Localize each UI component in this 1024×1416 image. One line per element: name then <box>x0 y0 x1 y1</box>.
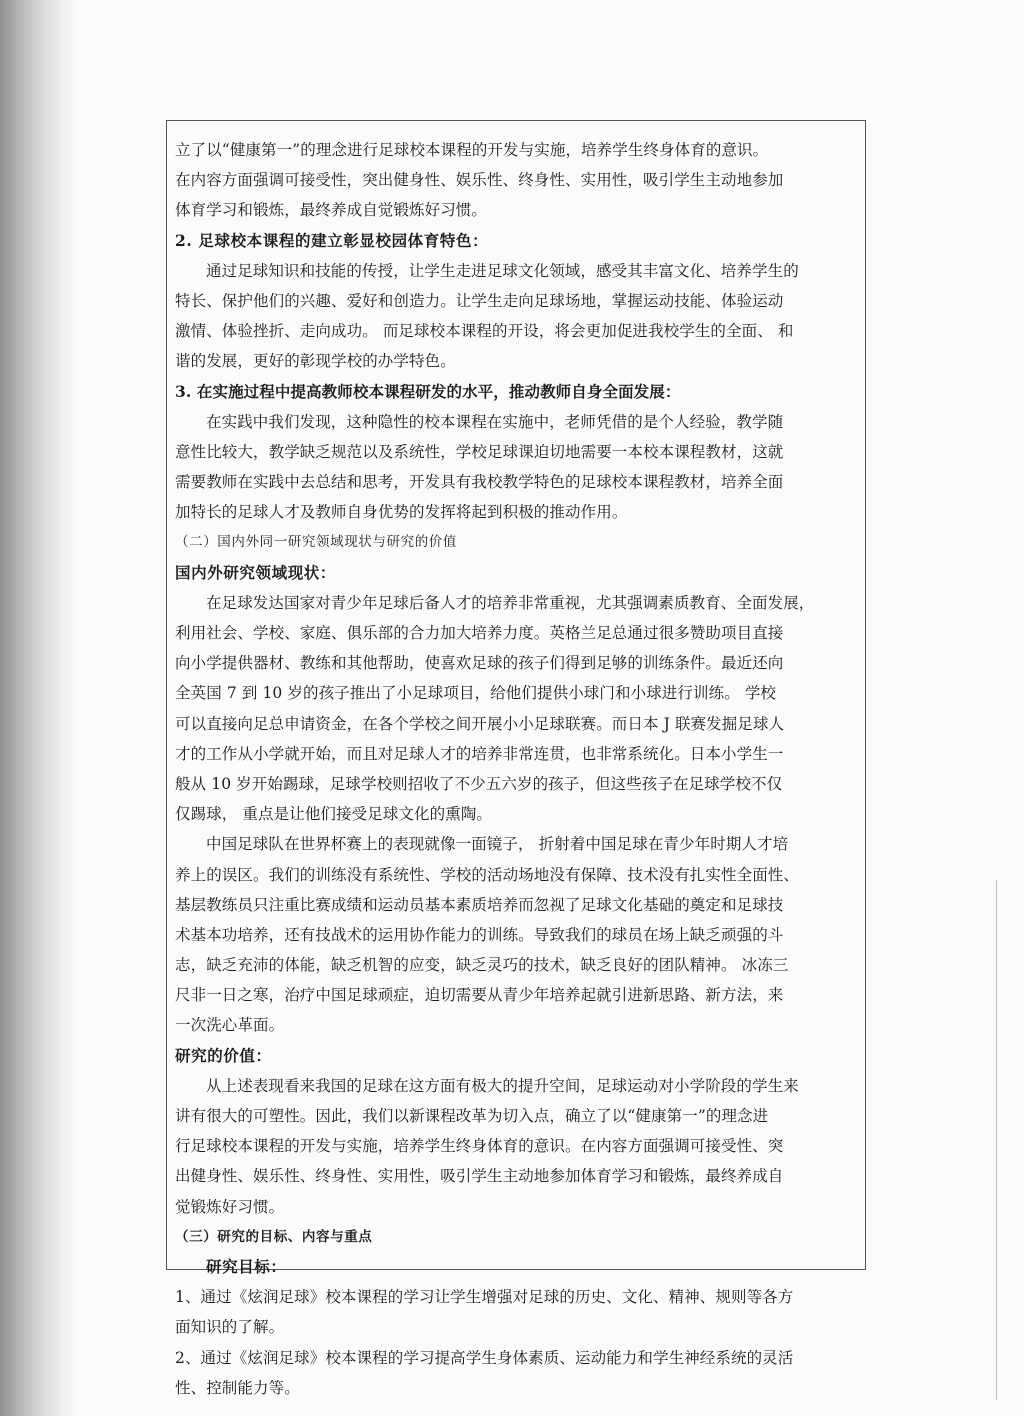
paragraph-line: 才的工作从小学就开始，而且对足球人才的培养非常连贯，也非常系统化。日本小学生一 <box>175 744 784 763</box>
paragraph-line: 一次洗心革面。 <box>175 1016 285 1035</box>
paragraph-line: 在内容方面强调可接受性，突出健身性、娱乐性、终身性、实用性，吸引学生主动地参加 <box>175 171 784 190</box>
heading-3: 3. 在实施过程中提高教师校本课程研发的水平，推动教师自身全面发展： <box>175 381 681 401</box>
paragraph-line: 在实践中我们发现，这种隐性的校本课程在实施中，老师凭借的是个人经验，教学随 <box>206 412 784 431</box>
paragraph-line: 尺非一日之寒，治疗中国足球顽症，迫切需要从青少年培养起就引进新思路、新方法，来 <box>175 986 784 1005</box>
subheading-status: 国内外研究领域现状： <box>175 562 337 582</box>
paragraph-line: 从上述表现看来我国的足球在这方面有极大的提升空间，足球运动对小学阶段的学生来 <box>206 1076 799 1095</box>
paragraph-line: 通过足球知识和技能的传授，让学生走进足球文化领域，感受其丰富文化、培养学生的 <box>206 261 799 280</box>
paragraph-line: 特长、保护他们的兴趣、爱好和创造力。让学生走向足球场地，掌握运动技能、体验运动 <box>175 291 784 310</box>
paragraph-line: 谐的发展，更好的彰现学校的办学特色。 <box>175 352 456 371</box>
paragraph-line: 向小学提供器材、教练和其他帮助，使喜欢足球的孩子们得到足够的训练条件。最近还向 <box>175 654 784 673</box>
paragraph-line: 激情、体验挫折、走向成功。 而足球校本课程的开设，将会更加促进我校学生的全面、 和 <box>175 322 794 341</box>
page-edge-line <box>996 880 997 1400</box>
paragraph-line: 行足球校本课程的开发与实施，培养学生终身体育的意识。在内容方面强调可接受性、突 <box>175 1137 784 1156</box>
paragraph-line: 需要教师在实践中去总结和思考，开发具有我校教学特色的足球校本课程教材，培养全面 <box>175 473 784 492</box>
paragraph-line: 仅踢球， 重点是让他们接受足球文化的熏陶。 <box>175 805 493 824</box>
paragraph-line: 意性比较大，教学缺乏规范以及系统性，学校足球课迫切地需要一本校本课程教材，这就 <box>175 442 784 461</box>
heading-2: 2. 足球校本课程的建立彰显校园体育特色： <box>175 230 489 250</box>
content-frame <box>166 120 866 1397</box>
paragraph-line: 志，缺乏充沛的体能，缺乏机智的应变，缺乏灵巧的技术，缺乏良好的团队精神。 冰冻三 <box>175 956 789 975</box>
paragraph-line: 立了以“健康第一”的理念进行足球校本课程的开发与实施，培养学生终身体育的意识。 <box>175 141 769 159</box>
paragraph-line: 利用社会、学校、家庭、俱乐部的合力加大培养力度。英格兰足总通过很多赞助项目直接 <box>175 624 784 642</box>
paragraph-line: 加特长的足球人才及教师自身优势的发挥将起到积极的推动作用。 <box>175 503 628 522</box>
paragraph-line: 术基本功培养，还有技战术的运用协作能力的训练。导致我们的球员在场上缺乏顽强的斗 <box>175 925 784 944</box>
section-heading-2: （二）国内外同一研究领域现状与研究的价值 <box>175 534 457 551</box>
paragraph-line: 觉锻炼好习惯。 <box>175 1197 285 1216</box>
section-heading-3: （三）研究的目标、内容与重点 <box>175 1228 373 1245</box>
paragraph-line: 出健身性、娱乐性、终身性、实用性，吸引学生主动地参加体育学习和锻炼，最终养成自 <box>175 1167 784 1186</box>
paragraph-line: 体育学习和锻炼，最终养成自觉锻炼好习惯。 <box>175 201 488 220</box>
list-item-continuation: 面知识的了解。 <box>175 1318 285 1337</box>
paragraph-line: 中国足球队在世界杯赛上的表现就像一面镜子， 折射着中国足球在青少年时期人才培 <box>206 835 789 854</box>
list-item: 2、通过《炫润足球》校本课程的学习提高学生身体素质、运动能力和学生神经系统的灵活 <box>175 1348 794 1367</box>
paragraph-line: 可以直接向足总申请资金，在各个学校之间开展小小足球联赛。而日本 J 联赛发掘足球人 <box>175 714 785 733</box>
paragraph-line: 讲有很大的可塑性。因此，我们以新课程改革为切入点，确立了以“健康第一”的理念进 <box>175 1107 769 1125</box>
paragraph-line: 般从 10 岁开始踢球，足球学校则招收了不少五六岁的孩子，但这些孩子在足球学校不仅 <box>175 774 783 793</box>
scan-binding-shadow <box>0 0 80 1416</box>
paragraph-line: 养上的误区。我们的训练没有系统性、学校的活动场地没有保障、技术没有扎实性全面性、 <box>175 865 800 884</box>
paragraph-line: 全英国 7 到 10 岁的孩子推出了小足球项目，给他们提供小球门和小球进行训练。 学校 <box>175 684 777 703</box>
list-item-continuation: 性、控制能力等。 <box>175 1378 300 1397</box>
subheading-value: 研究的价值： <box>175 1045 272 1065</box>
list-item: 1、通过《炫润足球》校本课程的学习让学生增强对足球的历史、文化、精神、规则等各方 <box>175 1288 794 1307</box>
paragraph-line: 在足球发达国家对青少年足球后备人才的培养非常重视，尤其强调素质教育、全面发展， <box>206 593 815 612</box>
paragraph-line: 基层教练员只注重比赛成绩和运动员基本素质培养而忽视了足球文化基础的奠定和足球技 <box>175 895 784 914</box>
subheading-goals: 研究目标： <box>206 1256 287 1276</box>
